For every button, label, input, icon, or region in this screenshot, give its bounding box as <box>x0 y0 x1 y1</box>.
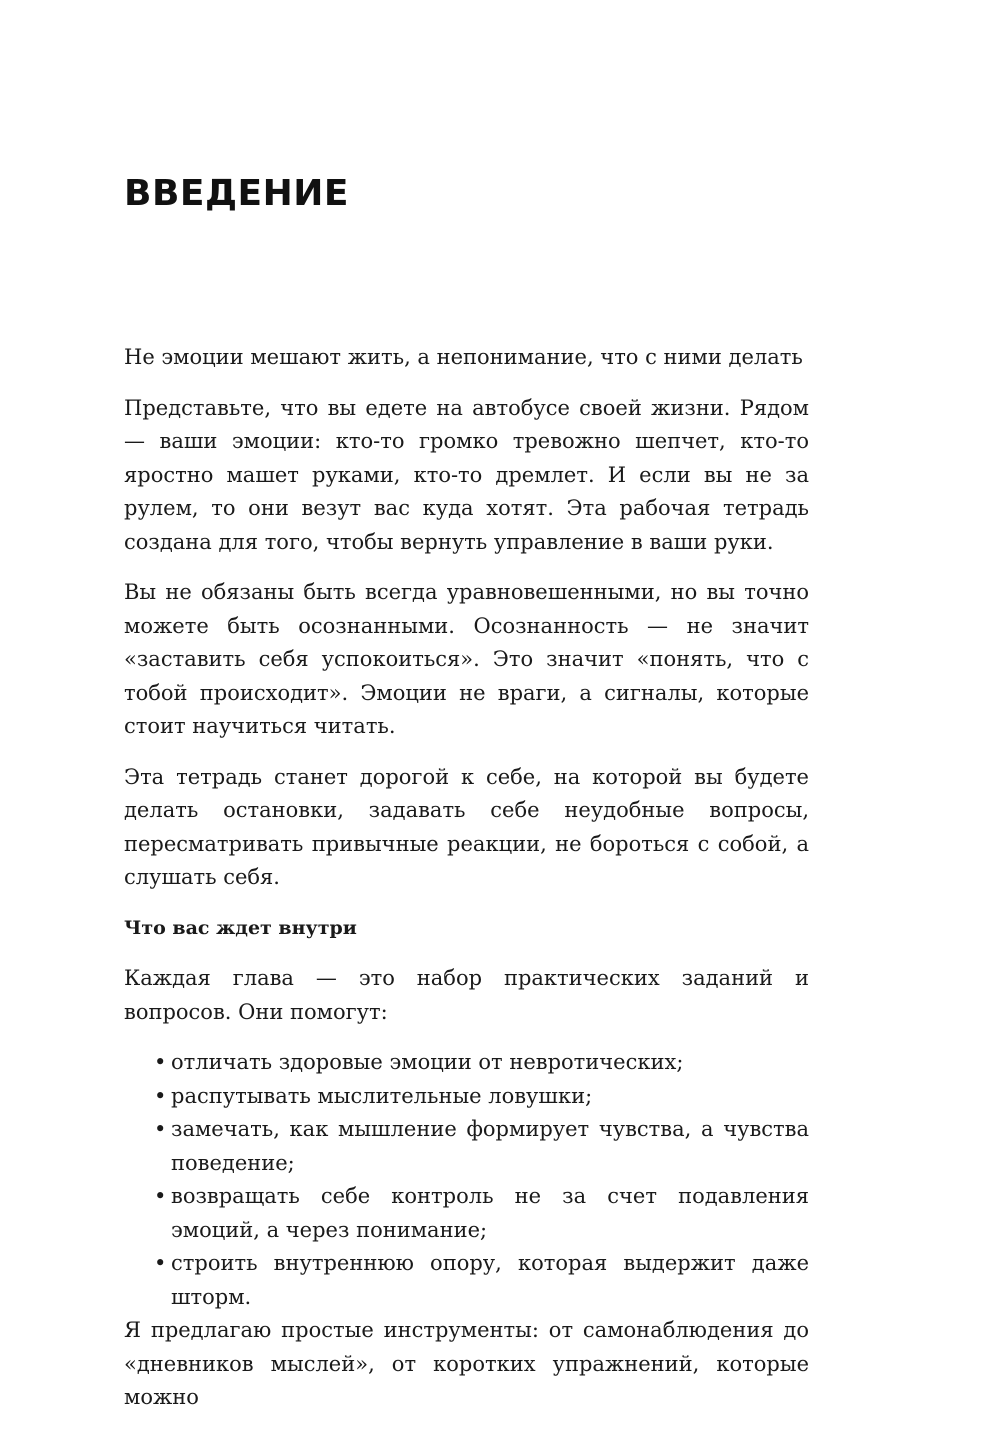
paragraph-awareness: Вы не обязаны быть всегда уравновешенными, но вы точно можете быть осознанными. Осознанность — не значит «заставить себя успокоиться». Это значит «понять, что с тобой происходит». Эмоции не враги, а сигналы, которые стоит научиться читать. <box>124 580 809 738</box>
list-item <box>154 1180 809 1247</box>
paragraph-tools: Я предлагаю простые инструменты: от самонаблюдения до «дневников мыслей», от коротких упражнений, которые можно <box>124 1318 809 1409</box>
list-item <box>154 1046 809 1080</box>
list-item-text: строить внутреннюю опору, которая выдержит даже шторм. <box>171 1251 809 1309</box>
paragraph-bus-metaphor: Представьте, что вы едете на автобусе своей жизни. Рядом — ваши эмоции: кто-то громко тревожно шепчет, кто-то яростно машет руками, кто-то дремлет. И если вы не за рулем, то они везут вас куда хотят. Эта рабочая тетрадь создана для того, чтобы вернуть управление в ваши руки. <box>124 395 809 554</box>
lead-sentence: Не эмоции мешают жить, а непонимание, что с ними делать <box>124 345 803 369</box>
paragraph-chapter-intro: Каждая глава — это набор практических заданий и вопросов. Они помогут: <box>124 966 809 1024</box>
list-item-text: возвращать себе контроль не за счет подавления эмоций, а через понимание; <box>171 1184 809 1242</box>
list-item-text: отличать здоровые эмоции от невротических; <box>171 1050 684 1074</box>
section-subheading: Что вас ждет внутри <box>124 916 357 939</box>
paragraph-road-to-self: Эта тетрадь станет дорогой к себе, на которой вы будете делать остановки, задавать себе неудобные вопросы, пересматривать привычные реакции, не бороться с собой, а слушать себя. <box>124 764 809 889</box>
benefits-list <box>124 1046 809 1314</box>
list-item-text: распутывать мыслительные ловушки; <box>171 1083 593 1108</box>
chapter-title: ВВЕДЕНИЕ <box>124 173 349 214</box>
list-item <box>154 1113 809 1180</box>
bullet-icon: • <box>154 1050 167 1074</box>
list-item <box>154 1247 809 1314</box>
bullet-icon: • <box>154 1251 167 1275</box>
chapter-body <box>124 341 809 1432</box>
list-item-text: замечать, как мышление формирует чувства, а чувства поведение; <box>171 1117 809 1175</box>
bullet-icon: • <box>154 1184 167 1208</box>
bullet-icon: • <box>154 1117 167 1141</box>
list-item <box>154 1080 809 1114</box>
bullet-icon: • <box>154 1083 167 1108</box>
